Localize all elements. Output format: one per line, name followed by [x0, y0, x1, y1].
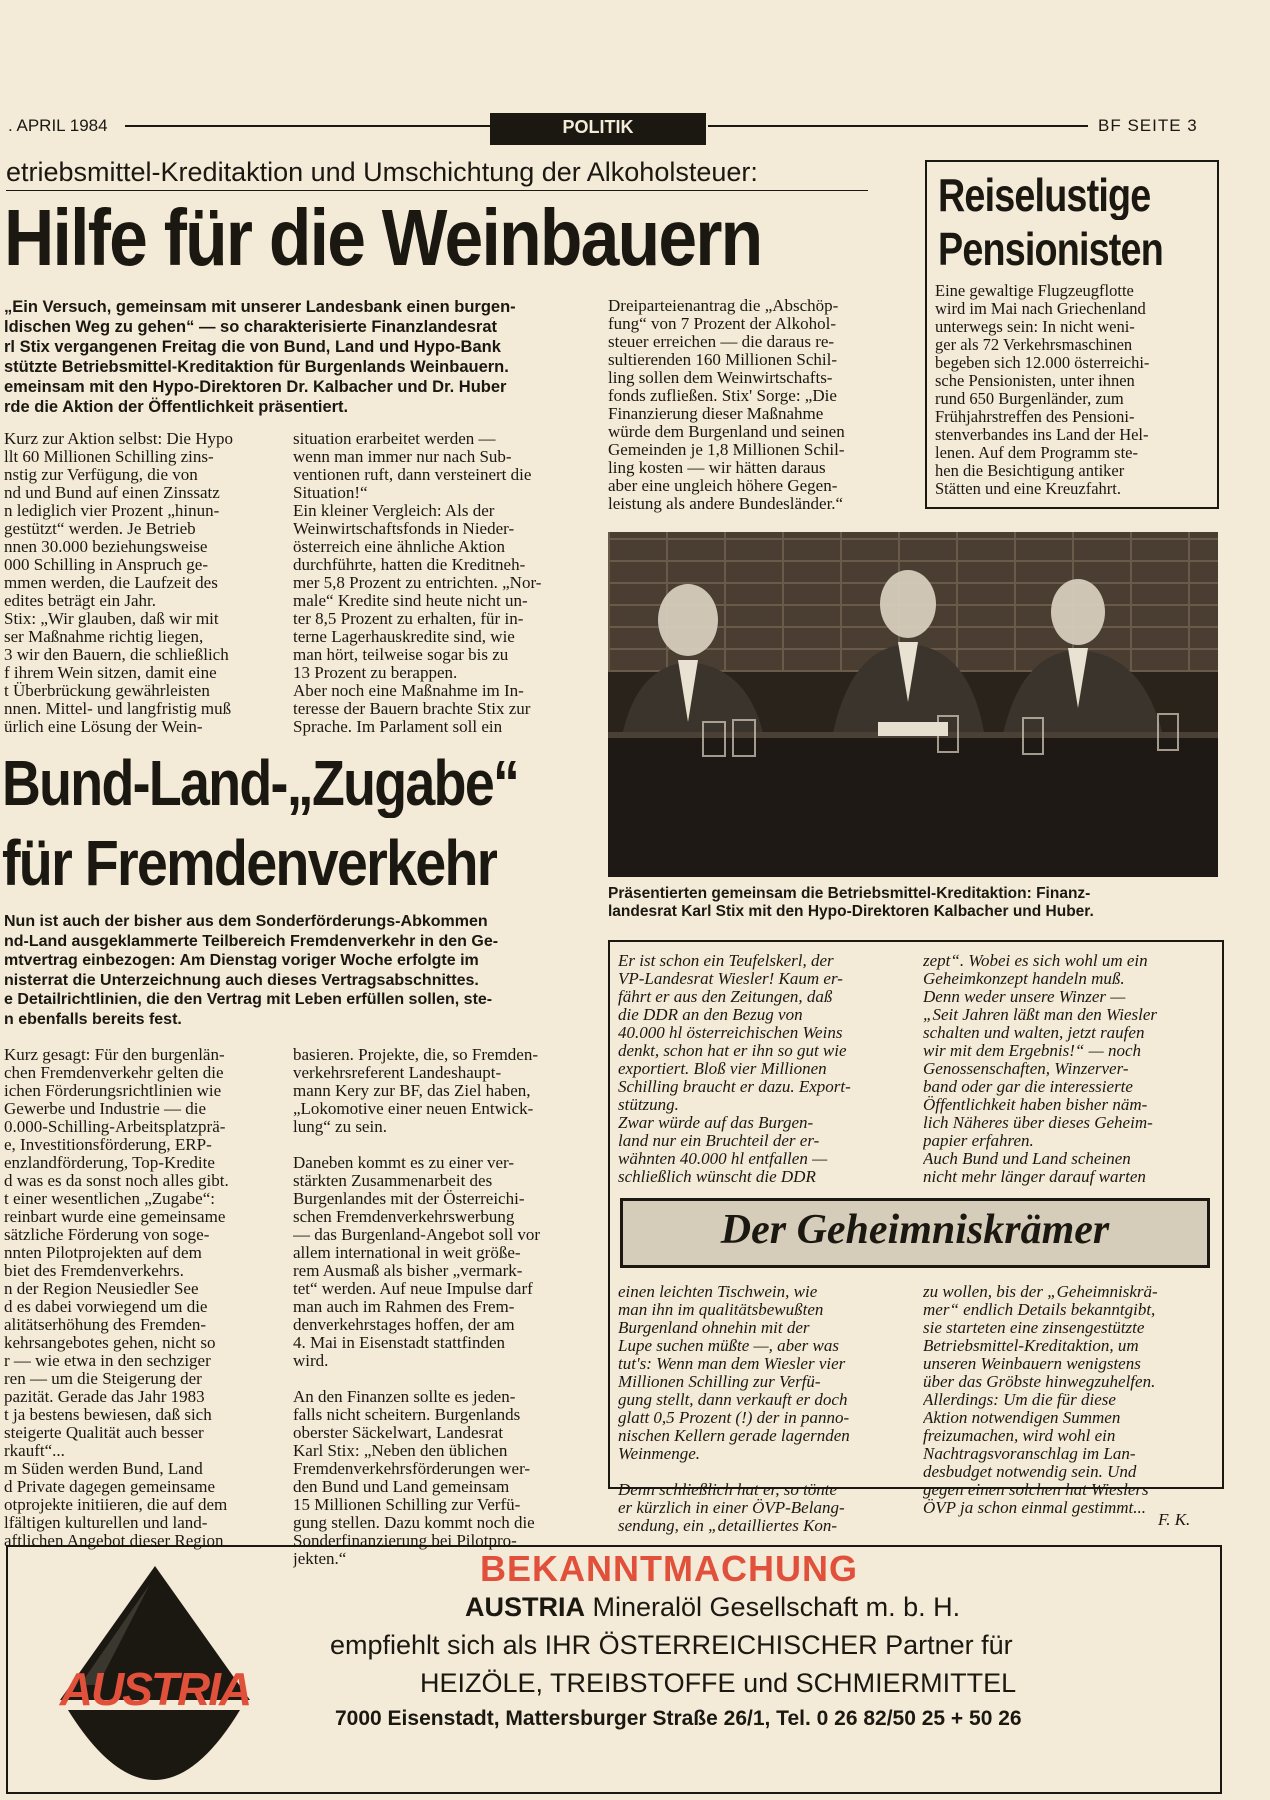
- ad-line2: empfiehlt sich als IHR ÖSTERREICHISCHER Partner für: [330, 1630, 1013, 1660]
- article1-col2: situation erarbeitet werden — wenn man immer nur nach Sub- ventionen ruft, dann versteinert die Situation!“ Ein kleiner Vergleich: Als der Weinwirtschaftsfonds in Nieder- österreich eine ähnliche Aktion durchführte, hatten die Kreditneh- mer 5,8 Prozent zu entrichten. „Nor- male“ Kredite sind heute nicht un- ter 8,5 Prozent zu erhalten, für in- terne Lagerhauskredite sind, wie man hört, teilweise sogar bis zu 13 Prozent zu berappen. Aber noch eine Maßnahme im In- teresse der Bauern brachte Stix zur Sprache. Im Parlament soll ein: [293, 430, 542, 736]
- commentary-bottom-right: zu wollen, bis der „Geheimniskrä- mer“ endlich Details bekanntgibt, sie starteten eine zinsengestützte Betriebsmittel-Kreditaktion, um unseren Weinbauern wenigstens über das Gröbste hinwegzuhelfen. Allerdings: Um die für diese Aktion notwendigen Summen freizumachen, wird wohl ein Nachtragsvoranschlag im Lan- desbudget notwendig sein. Und gegen einen solchen hat Wieslers ÖVP ja schon einmal gestimmt...: [923, 1283, 1158, 1517]
- sidebar-headline-2: Pensionisten: [938, 224, 1163, 274]
- header-rule-right: [708, 125, 1088, 127]
- article2-headline-1: Bund-Land-„Zugabe“: [2, 748, 519, 818]
- article1-kicker: etriebsmittel-Kreditaktion und Umschichtung der Alkoholsteuer:: [6, 157, 758, 187]
- sidebar-headline-1: Reiselustige: [938, 170, 1151, 220]
- commentary-title: Der Geheimniskrämer: [620, 1198, 1210, 1268]
- header-rule-left: [125, 125, 490, 127]
- commentary-top-left: Er ist schon ein Teufelskerl, der VP-Landesrat Wiesler! Kaum er- fährt er aus den Zeitungen, daß die DDR an den Bezug von 40.000 hl österreichischen Weins denkt, schon hat er ihn so gut wie exportiert. Bloß vier Millionen Schilling braucht er dazu. Export- stützung. Zwar würde auf das Burgen- land nur ein Bruchteil der er- wähnten 40.000 hl entfallen — schließlich wünscht die DDR: [618, 952, 851, 1186]
- page-number: BF SEITE 3: [1098, 116, 1198, 135]
- commentary-bottom-left: einen leichten Tischwein, wie man ihn im qualitätsbewußten Burgenland ohnehin mit der Lupe suchen müßte —, aber was tut's: Wenn man dem Wiesler vier Millionen Schilling zur Verfü- gung stellt, dann verkauft er doch glatt 0,5 Prozent (!) der in panno- nischen Kellern gerade lagernden Weinmenge. Denn schließlich hat er, so tönte er kürzlich in einer ÖVP-Belang- sendung, ein „detailliertes Kon-: [618, 1283, 850, 1535]
- photo-figures: [608, 532, 1218, 877]
- article2-col2: basieren. Projekte, die, so Fremden- verkehrsreferent Landeshaupt- mann Kery zur BF, das Ziel haben, „Lokomotive einer neuen Entwick- lung“ zu sein. Daneben kommt es zu einer ver- stärkten Zusammenarbeit des Burgenlandes mit der Österreichi- schen Fremdenverkehrswerbung — das Burgenland-Angebot soll vor allem international in weit größe- rem Ausmaß als bisher „vermark- tet“ werden. Auf neue Impulse darf man auch im Rahmen des Frem- denverkehrstages hoffen, der am 4. Mai in Eisenstadt stattfinden wird. An den Finanzen sollte es jeden- falls nicht scheitern. Burgenlands oberster Säckelwart, Landesrat Karl Stix: „Neben den üblichen Fremdenverkehrsförderungen wer- den Bund und Land gemeinsam 15 Millionen Schilling zur Verfü- gung stellen. Dazu kommt noch die Sonderfinanzierung bei Pilotpro- jekten.“: [293, 1046, 541, 1568]
- photo-caption: Präsentierten gemeinsam die Betriebsmittel-Kreditaktion: Finanz- landesrat Karl Stix mit den Hypo-Direktoren Kalbacher und Huber.: [608, 885, 1094, 920]
- press-photo: [608, 532, 1218, 877]
- article2-col1: Kurz gesagt: Für den burgenlän- chen Fremdenverkehr gelten die ichen Förderungsrichtlinien wie Gewerbe und Industrie — die 0.000-Schilling-Arbeitsplatzprä- e, Investitionsförderung, ERP- enzlandförderung, Top-Kredite d was es da sonst noch alles gibt. t einer wesentlichen „Zugabe“: reinbart wurde eine gemeinsame sätzliche Förderung von soge- nnten Pilotprojekten auf dem biet des Fremdenverkehrs. n der Region Neusiedler See d es dabei vorwiegend um die alitätserhöhung des Fremden- kehrsangebotes gehen, nicht so r — wie etwa in den sechziger ren — um die Steigerung der pazität. Gerade das Jahr 1983 t ja bestens bewiesen, daß sich steigerte Qualität auch besser rkauft“... m Süden werden Bund, Land d Private dagegen gemeinsame otprojekte initiieren, die auf dem lfältigen kulturellen und land- aftlichen Angebot dieser Region: [4, 1046, 229, 1550]
- ad-company-brand: AUSTRIA: [465, 1592, 585, 1622]
- kicker-underline: [6, 190, 868, 191]
- article2-lead: Nun ist auch der bisher aus dem Sonderförderungs-Abkommen nd-Land ausgeklammerte Teilbereich Fremdenverkehr in den Ge- mtvertrag einbezogen: Am Dienstag voriger Woche erfolgte im nisterrat die Unterzeichnung auch dieses Vertragsabschnittes. e Detailrichtlinien, die den Vertrag mit Leben erfüllen sollen, ste- n ebenfalls bereits fest.: [4, 913, 499, 1028]
- article2-headline-2: für Fremdenverkehr: [2, 828, 497, 898]
- sidebar-body: Eine gewaltige Flugzeugflotte wird im Mai nach Griechenland unterwegs sein: In nicht weni- ger als 72 Verkehrsmaschinen begeben sich 12.000 österreichi- sche Pensionisten, unter ihnen rund 650 Burgenländer, zum Frühjahrstreffen des Pensioni- stenverbandes ins Land der Hel- lenen. Auf dem Programm ste- hen die Besichtigung antiker Stätten und eine Kreuzfahrt.: [935, 282, 1150, 498]
- ad-company: [465, 1592, 960, 1623]
- section-label: POLITIK: [490, 113, 706, 145]
- commentary-author: F. K.: [1158, 1510, 1191, 1529]
- ad-title: BEKANNTMACHUNG: [480, 1548, 858, 1589]
- article1-col3: Dreiparteienantrag die „Abschöp- fung“ von 7 Prozent der Alkohol- steuer erreichen — die daraus re- sultierenden 160 Millionen Schil- ling sollen dem Weinwirtschafts- fonds zufließen. Stix' Sorge: „Die Finanzierung dieser Maßnahme würde dem Burgenland und seinen Gemeinden je 1,8 Millionen Schil- ling kosten — wir hätten daraus aber eine ungleich höhere Gegen- leistung als andere Bundesländer.“: [608, 297, 845, 513]
- header-date: . APRIL 1984: [8, 116, 108, 135]
- ad-line3: HEIZÖLE, TREIBSTOFFE und SCHMIERMITTEL: [420, 1668, 1017, 1698]
- commentary-top-right: zept“. Wobei es sich wohl um ein Geheimkonzept handeln muß. Denn weder unsere Winzer — „Seit Jahren läßt man den Wiesler schalten und walten, jetzt raufen wir mit dem Ergebnis!“ — noch Genossenschaften, Winzerver- band oder gar die interessierte Öffentlichkeit haben bisher näm- lich Näheres über dieses Geheim- papier erfahren. Auch Bund und Land scheinen nicht mehr länger darauf warten: [923, 952, 1158, 1186]
- article1-headline: Hilfe für die Weinbauern: [4, 193, 762, 282]
- article1-col1: Kurz zur Aktion selbst: Die Hypo llt 60 Millionen Schilling zins- nstig zur Verfügung, die von nd und Bund auf einen Zinssatz n lediglich vier Prozent „hinun- gestützt“ werden. Je Betrieb nnen 30.000 beziehungsweise 000 Schilling in Anspruch ge- mmen werden, die Laufzeit des edites beträgt ein Jahr. Stix: „Wir glauben, daß wir mit ser Maßnahme richtig liegen, 3 wir den Bauern, die schließlich f ihrem Wein sitzen, damit eine t Überbrückung gewährleisten nnen. Mittel- und langfristig muß ürlich eine Lösung der Wein-: [4, 430, 233, 736]
- ad-company-rest: Mineralöl Gesellschaft m. b. H.: [585, 1592, 961, 1622]
- ad-address: 7000 Eisenstadt, Mattersburger Straße 26/1, Tel. 0 26 82/50 25 + 50 26: [335, 1707, 1022, 1730]
- ad-logo-text: AUSTRIA: [59, 1663, 251, 1715]
- article1-lead: „Ein Versuch, gemeinsam mit unserer Landesbank einen burgen- ldischen Weg zu gehen“ — so charakterisierte Finanzlandesrat rl Stix vergangenen Freitag die von Bund, Land und Hypo-Bank stützte Betriebsmittel-Kreditaktion für Burgenlands Weinbauern. emeinsam mit den Hypo-Direktoren Dr. Kalbacher und Dr. Huber rde die Aktion der Öffentlichkeit präsentiert.: [4, 298, 516, 416]
